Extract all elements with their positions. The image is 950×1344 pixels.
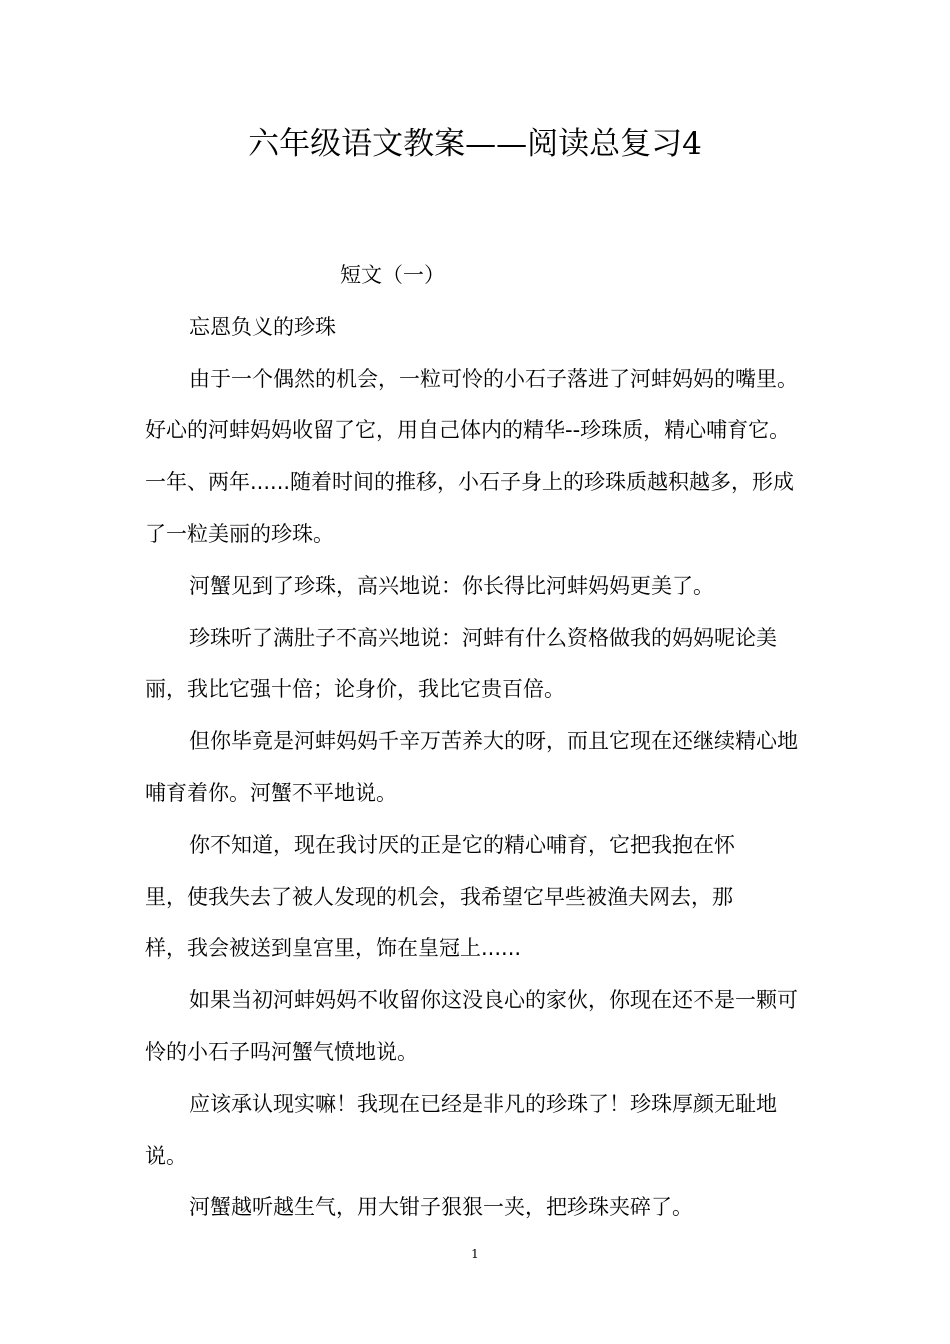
paragraph: 由于一个偶然的机会，一粒可怜的小石子落进了河蚌妈妈的嘴里。好心的河蚌妈妈收留了它，用自己体内的精华--珍珠质，精心哺育它。一年、两年......随着时间的推移，小石子身上的珍珠质越积越多，形成了一粒美丽的珍珠。 [145, 366, 798, 546]
document-title: 六年级语文教案——阅读总复习4 [248, 126, 702, 162]
paragraph: 河蟹见到了珍珠，高兴地说：你长得比河蚌妈妈更美了。 [189, 573, 714, 598]
document-body [145, 250, 810, 1234]
section-subtitle: 短文（一） [340, 263, 445, 287]
paragraph: 但你毕竟是河蚌妈妈千辛万苦养大的呀，而且它现在还继续精心地哺育着你。河蟹不平地说。 [145, 729, 798, 805]
paragraph: 你不知道，现在我讨厌的正是它的精心哺育，它把我抱在怀 里，使我失去了被人发现的机会，我希望它早些被渔夫网去，那 样，我会被送到皇宫里，饰在皇冠上...... [145, 832, 735, 961]
paragraph: 如果当初河蚌妈妈不收留你这没良心的家伙，你现在还不是一颗可怜的小石子吗河蟹气愤地说。 [145, 988, 798, 1064]
page-number: 1 [471, 1247, 479, 1261]
story-title: 忘恩负义的珍珠 [189, 314, 336, 339]
paragraph: 河蟹越听越生气，用大钳子狠狠一夹，把珍珠夹碎了。 [189, 1195, 693, 1220]
paragraph: 应该承认现实嘛！我现在已经是非凡的珍珠了！珍珠厚颜无耻地说。 [145, 1091, 777, 1168]
paragraph: 珍珠听了满肚子不高兴地说：河蚌有什么资格做我的妈妈呢论美丽，我比它强十倍；论身价，我比它贵百倍。 [145, 625, 777, 702]
